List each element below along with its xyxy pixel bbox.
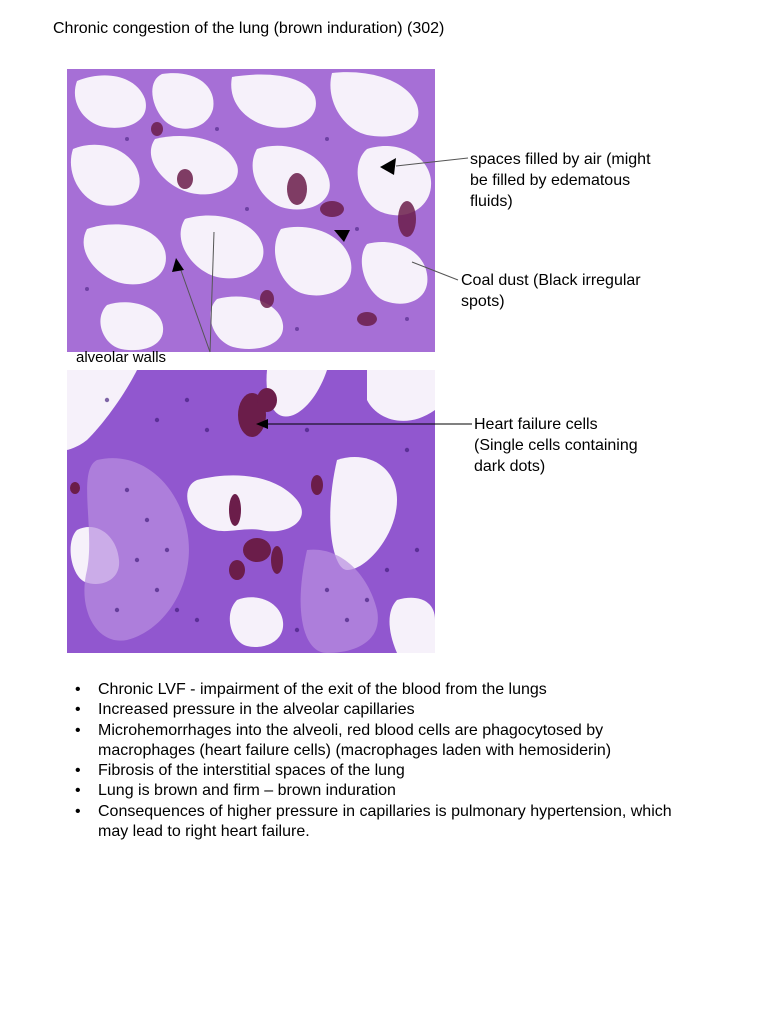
micrograph-high-power <box>67 370 435 653</box>
bullet-list <box>72 680 692 842</box>
micrograph-high-power-image <box>67 370 435 653</box>
label-heart-failure-cells: Heart failure cells (Single cells containing dark dots) <box>474 416 638 475</box>
page-title: Chronic congestion of the lung (brown induration) (302) <box>53 20 445 37</box>
list-item: • Lung is brown and firm – brown induration <box>72 781 692 801</box>
list-item: • Consequences of higher pressure in capillaries is pulmonary hypertension, which may lead to right heart failure. <box>72 802 692 843</box>
micrograph-low-power-image <box>67 69 435 352</box>
micrograph-low-power <box>67 69 435 352</box>
list-item: • Microhemorrhages into the alveoli, red blood cells are phagocytosed by macrophages (heart failure cells) (macrophages laden with hemosiderin) <box>72 721 692 762</box>
list-item: • Increased pressure in the alveolar capillaries <box>72 700 692 720</box>
label-alveolar-walls: alveolar walls <box>76 349 167 366</box>
label-coal-dust: Coal dust (Black irregular spots) <box>461 272 641 310</box>
list-item: • Chronic LVF - impairment of the exit of the blood from the lungs <box>72 680 692 700</box>
label-spaces-filled-by-air: spaces filled by air (might be filled by edematous fluids) <box>470 151 651 210</box>
list-item: • Fibrosis of the interstitial spaces of the lung <box>72 761 692 781</box>
